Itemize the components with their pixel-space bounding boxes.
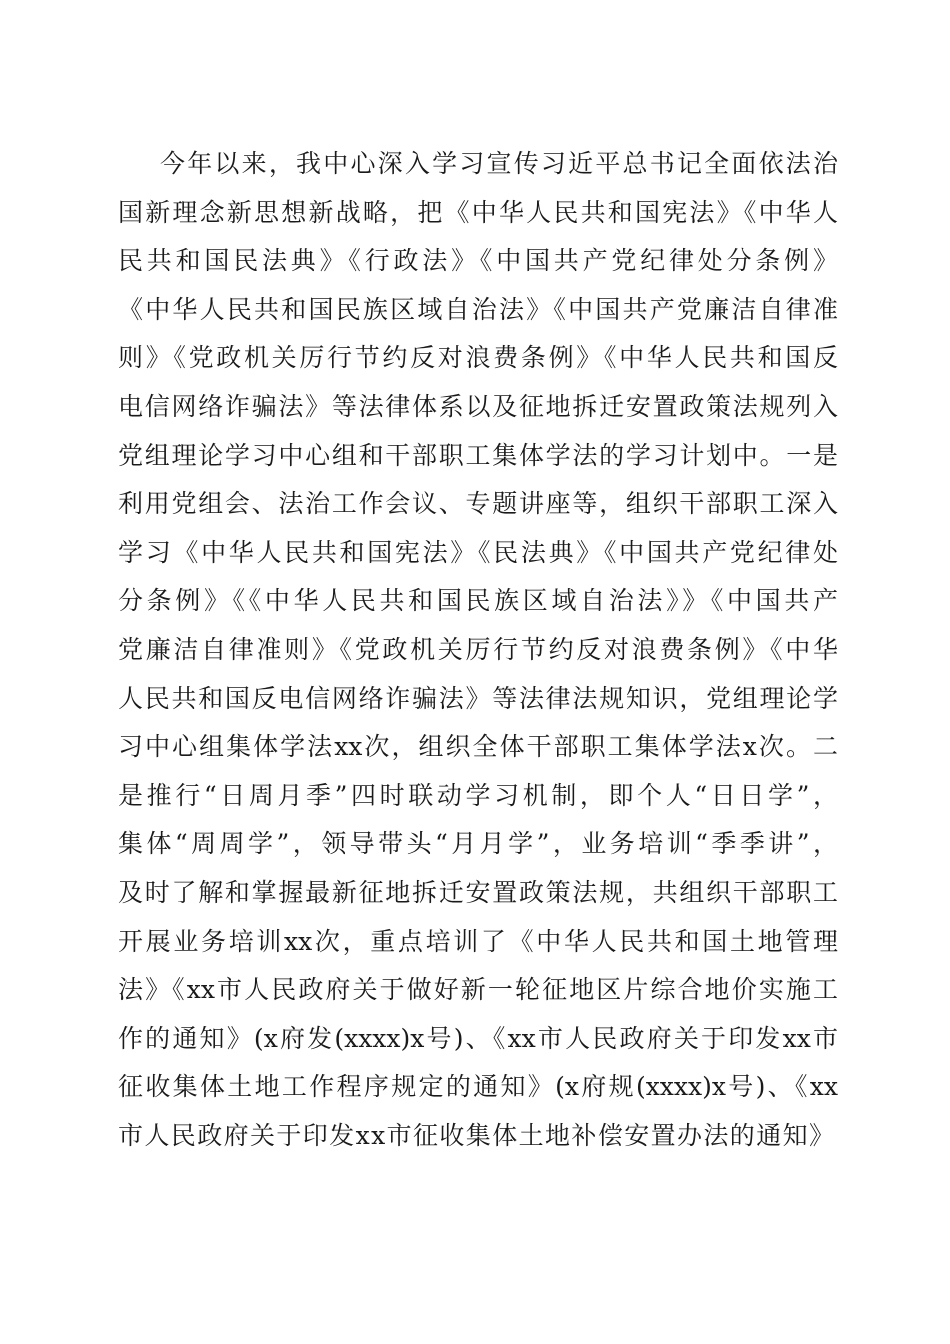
- paragraph-line: 国新理念新思想新战略，把《中华人民共和国宪法》《中华人: [118, 197, 838, 227]
- paragraph-line: 今年以来，我中心深入学习宣传习近平总书记全面依法治: [160, 149, 838, 178]
- paragraph-line: 《中华人民共和国民族区域自治法》《中国共产党廉洁自律准: [118, 294, 838, 324]
- paragraph-line: 开展业务培训xx次，重点培训了《中华人民共和国土地管理: [118, 926, 838, 956]
- paragraph-line: 党组理论学习中心组和干部职工集体学法的学习计划中。一是: [118, 440, 838, 470]
- paragraph-line: 作的通知》(x府发(xxxx)x号)、《xx市人民政府关于印发xx市: [118, 1023, 838, 1053]
- paragraph-line: 分条例》《《中华人民共和国民族区域自治法》》《中国共产: [118, 586, 838, 616]
- paragraph-line: 民共和国民法典》《行政法》《中国共产党纪律处分条例》: [118, 246, 838, 276]
- paragraph-line: 电信网络诈骗法》等法律体系以及征地拆迁安置政策法规列入: [118, 391, 838, 421]
- paragraph-line: 学习《中华人民共和国宪法》《民法典》《中国共产党纪律处: [118, 537, 838, 567]
- paragraph-line: 利用党组会、法治工作会议、专题讲座等，组织干部职工深入: [118, 489, 838, 519]
- paragraph-line: 是推行“日周月季”四时联动学习机制，即个人“日日学”，: [118, 780, 838, 810]
- paragraph-line: 则》《党政机关厉行节约反对浪费条例》《中华人民共和国反: [118, 343, 838, 373]
- paragraph-line: 集体“周周学”，领导带头“月月学”，业务培训“季季讲”，: [118, 829, 838, 859]
- body-paragraph: [118, 144, 838, 1164]
- paragraph-line: 人民共和国反电信网络诈骗法》等法律法规知识，党组理论学: [118, 683, 838, 713]
- paragraph-line: 习中心组集体学法xx次，组织全体干部职工集体学法x次。二: [118, 732, 838, 762]
- paragraph-line: 市人民政府关于印发xx市征收集体土地补偿安置办法的通知》: [118, 1120, 836, 1150]
- paragraph-line: 征收集体土地工作程序规定的通知》(x府规(xxxx)x号)、《xx: [118, 1072, 838, 1102]
- paragraph-line: 法》《xx市人民政府关于做好新一轮征地区片综合地价实施工: [118, 975, 838, 1005]
- paragraph-line: 及时了解和掌握最新征地拆迁安置政策法规，共组织干部职工: [118, 877, 838, 907]
- paragraph-line: 党廉洁自律准则》《党政机关厉行节约反对浪费条例》《中华: [118, 634, 838, 664]
